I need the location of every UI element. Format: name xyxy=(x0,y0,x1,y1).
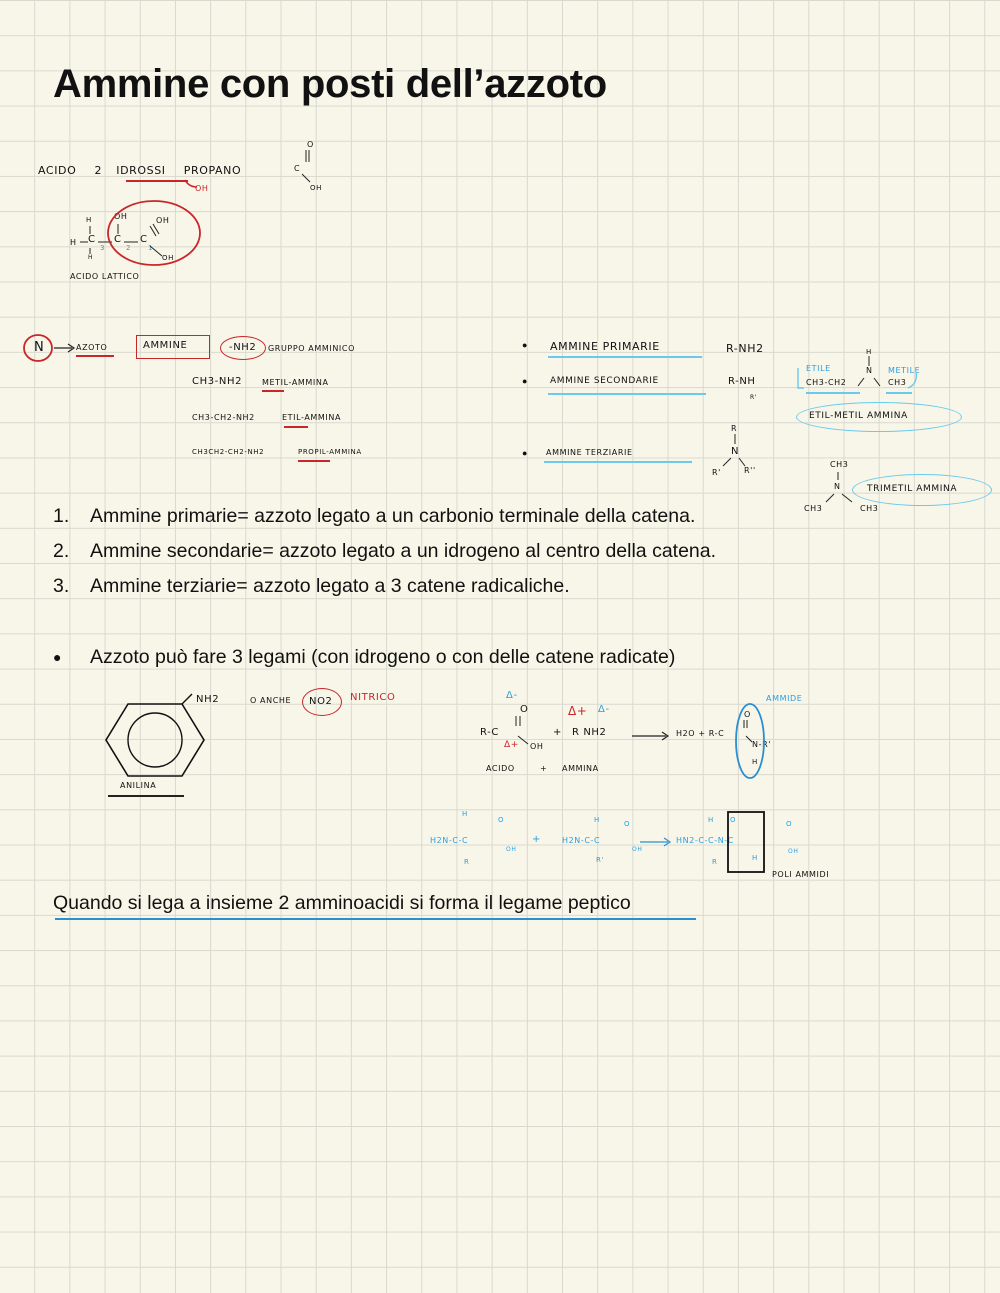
metil-formula: CH3-NH2 xyxy=(192,376,243,387)
bullet-dot: ● xyxy=(53,649,62,665)
no2-circle: NO2 xyxy=(302,688,342,716)
delta-plus: Δ+ xyxy=(504,740,519,750)
carboxyl-circle xyxy=(104,198,204,268)
pep-h3: H xyxy=(708,816,714,824)
primarie-underline xyxy=(548,356,702,358)
ammide-circle xyxy=(734,702,766,780)
terziarie-r1: R' xyxy=(712,468,721,477)
pep-o2: O xyxy=(624,820,631,828)
etile-label: ETILE xyxy=(806,364,831,373)
aniline-underline xyxy=(108,795,184,797)
delta-minus: Δ- xyxy=(506,690,518,701)
metile-label: METILE xyxy=(888,366,921,375)
list-number: 3. xyxy=(53,575,70,597)
trimetil-name: TRIMETIL AMMINA xyxy=(852,474,992,506)
delta-minus-amine: Δ- xyxy=(598,704,610,715)
caption-acido: ACIDO xyxy=(486,764,515,773)
pep-h: H xyxy=(462,810,468,818)
type-bullet: ● xyxy=(522,376,528,386)
n-letter: N xyxy=(34,340,45,355)
tm-ch3: CH3 xyxy=(830,460,849,469)
secondarie-underline xyxy=(548,393,706,395)
terziarie-r2: R'' xyxy=(744,466,756,475)
list-item xyxy=(53,540,716,575)
arrow-icon xyxy=(54,342,78,354)
type-primarie-formula: R-NH2 xyxy=(726,342,764,355)
reaction-amine: R NH2 xyxy=(572,727,607,738)
type-terziarie: AMMINE TERZIARIE xyxy=(546,448,633,457)
pep-r1: R' xyxy=(596,856,604,864)
pep-o3: O xyxy=(730,816,737,824)
propil-underline xyxy=(298,460,330,462)
metil-name: METIL-AMMINA xyxy=(262,378,329,387)
em-bonds xyxy=(794,354,934,394)
cooh-o: O xyxy=(307,140,314,149)
sentence-underline xyxy=(55,918,696,920)
peptide-bond-box xyxy=(726,810,766,874)
em-n: N xyxy=(866,366,873,375)
ammide-label: AMMIDE xyxy=(766,694,803,703)
ammide-nr: N-R' xyxy=(752,740,772,749)
terziarie-underline xyxy=(544,461,692,463)
type-bullet: ● xyxy=(522,448,528,458)
reaction-left: R-C xyxy=(480,727,499,738)
pep-aa1: H2N-C-C xyxy=(430,836,469,845)
atom-h: H xyxy=(70,238,77,247)
azoto-label: AZOTO xyxy=(76,343,108,352)
atom-c: C xyxy=(140,234,148,245)
list-number: 1. xyxy=(53,505,70,527)
pep-oh: OH xyxy=(506,846,517,853)
delta-plus-amine: Δ+ xyxy=(568,704,588,718)
list-item xyxy=(53,505,716,540)
pep-h2: H xyxy=(594,816,600,824)
lactic-name-part: PROPANO xyxy=(183,164,242,177)
etil-metil-name: ETIL-METIL AMMINA xyxy=(796,402,962,432)
nh2-circle: -NH2 xyxy=(220,336,266,360)
pep-o: O xyxy=(498,816,505,824)
pep-oh2: OH xyxy=(632,846,643,853)
caption-ammina: AMMINA xyxy=(562,764,599,773)
type-secondarie: AMMINE SECONDARIE xyxy=(550,376,659,386)
peptide-sentence: Quando si lega a insieme 2 amminoacidi si forma il legame peptico xyxy=(53,892,631,914)
tm-ch3: CH3 xyxy=(860,504,879,513)
pep-r2: R xyxy=(712,858,718,866)
reaction-products: H2O + R-C xyxy=(676,729,725,738)
pep-o4: O xyxy=(786,820,793,828)
azoto-underline xyxy=(76,355,114,357)
atom-c: C xyxy=(114,234,122,245)
gruppo-amminico: GRUPPO AMMINICO xyxy=(268,344,355,353)
pep-plus: + xyxy=(532,834,541,845)
ammide-h: H xyxy=(752,758,758,766)
list-text: Ammine secondarie= azzoto legato a un idrogeno al centro della catena. xyxy=(90,540,717,562)
bullet-text: Azzoto può fare 3 legami (con idrogeno o con delle catene radicate) xyxy=(90,646,676,668)
page-title: Ammine con posti dell’azzoto xyxy=(53,62,607,106)
reaction-plus: + xyxy=(553,727,562,738)
atom-oh: OH xyxy=(162,254,174,262)
etil-underline xyxy=(284,426,308,428)
type-bullet: ● xyxy=(522,340,528,350)
etil-name: ETIL-AMMINA xyxy=(282,413,342,422)
carbon-number: 2 xyxy=(126,244,132,252)
cooh-bonds xyxy=(296,148,320,188)
reaction-o: O xyxy=(520,704,529,715)
em-right: CH3 xyxy=(888,378,907,387)
lactic-name-part: ACIDO xyxy=(38,164,77,177)
atom-h: H xyxy=(88,254,94,261)
cooh-oh: OH xyxy=(310,184,322,192)
em-left: CH3-CH2 xyxy=(806,378,847,387)
etil-formula: CH3-CH2-NH2 xyxy=(192,413,255,422)
bullet-item xyxy=(53,646,675,669)
ammine-box: AMMINE xyxy=(136,335,210,359)
peptide-arrow-icon xyxy=(640,836,674,848)
reaction-arrow-icon xyxy=(632,730,672,742)
type-primarie: AMMINE PRIMARIE xyxy=(550,340,660,353)
cooh-c: C xyxy=(294,164,301,173)
aniline-caption: ANILINA xyxy=(120,781,157,790)
list-text: Ammine terziarie= azzoto legato a 3 catene radicaliche. xyxy=(90,575,570,597)
atom-oh: OH xyxy=(114,212,128,221)
list-text: Ammine primarie= azzoto legato a un carbonio terminale della catena. xyxy=(90,505,696,527)
carbon-number: 3 xyxy=(100,244,106,252)
reaction-bonds xyxy=(512,714,542,748)
atom-oh: OH xyxy=(156,216,170,225)
aniline-nh2: NH2 xyxy=(196,694,220,705)
pep-product: HN2-C-C-N-C xyxy=(676,836,734,845)
idrossi-underline xyxy=(126,180,188,182)
pep-oh3: OH xyxy=(788,848,799,855)
propil-name: PROPIL-AMMINA xyxy=(298,448,362,456)
atom-c: C xyxy=(88,234,96,245)
list-item xyxy=(53,575,716,610)
lactic-name xyxy=(38,164,241,177)
lactic-name-part: IDROSSI xyxy=(116,164,166,177)
metil-underline xyxy=(262,390,284,392)
atom-h: H xyxy=(86,216,92,224)
em-h: H xyxy=(866,348,872,356)
tm-n: N xyxy=(834,482,841,491)
reaction-oh: OH xyxy=(530,742,544,751)
tm-ch3: CH3 xyxy=(804,504,823,513)
amine-types-list xyxy=(53,505,716,610)
ammide-o: O xyxy=(744,710,751,719)
pep-r: R xyxy=(464,858,470,866)
lactic-caption: ACIDO LATTICO xyxy=(70,272,140,281)
oh-red-label: OH xyxy=(195,184,209,193)
type-secondarie-formula: R-NH xyxy=(728,376,756,387)
pep-h4: H xyxy=(752,854,758,862)
poli-ammidi-label: POLI AMMIDI xyxy=(772,870,830,879)
caption-plus: + xyxy=(540,764,548,773)
list-number: 2. xyxy=(53,540,70,562)
nitrico-label: NITRICO xyxy=(350,692,396,703)
propil-formula: CH3CH2-CH2-NH2 xyxy=(192,448,265,456)
terziarie-bonds xyxy=(715,432,755,472)
secondarie-r: R' xyxy=(750,394,758,401)
pep-aa2: H2N-C-C xyxy=(562,836,601,845)
benzene-ring-icon xyxy=(100,698,210,782)
terziarie-n: N xyxy=(731,446,740,457)
lactic-name-part: 2 xyxy=(94,164,103,177)
oppure-label: O ANCHE xyxy=(250,696,292,705)
carbon-number: 1 xyxy=(148,244,154,252)
terziarie-r: R xyxy=(731,424,738,433)
